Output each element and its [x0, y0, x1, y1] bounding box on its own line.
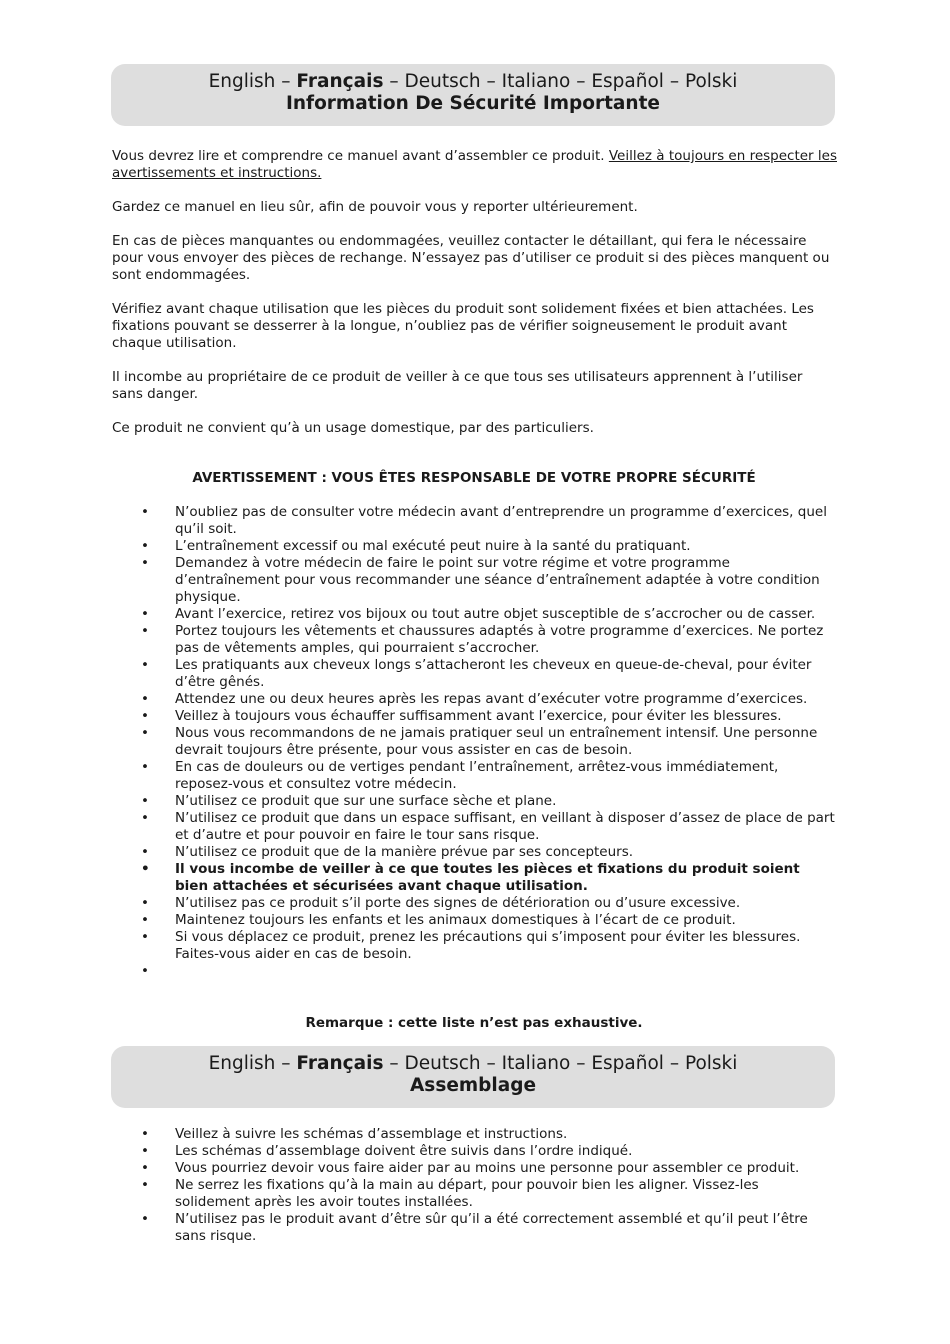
language-english: English: [208, 1053, 276, 1074]
assembly-item: • N’utilisez pas le produit avant d’être sûr qu’il a été correctement assemblé et qu’il peut l’être sans risque.: [112, 1211, 837, 1245]
language-others: – Deutsch – Italiano – Español – Polski: [383, 71, 738, 92]
assembly-list: [112, 1126, 837, 1245]
warning-item: • Demandez à votre médecin de faire le point sur votre régime et votre programme d’entraînement pour vous recommander une séance d’entraînement adaptée à votre condition physique.: [112, 555, 837, 606]
warning-item: • Veillez à toujours vous échauffer suffisamment avant l’exercice, pour éviter les blessures.: [112, 708, 837, 725]
warning-item: • Les pratiquants aux cheveux longs s’attacheront les cheveux en queue-de-cheval, pour éviter d’être gênés.: [112, 657, 837, 691]
warning-item: • N’utilisez ce produit que de la manière prévue par ses concepteurs.: [112, 844, 837, 861]
section-title-assembly: Assemblage: [409, 1075, 537, 1096]
warning-item: • Avant l’exercice, retirez vos bijoux ou tout autre objet susceptible de s’accrocher ou de casser.: [112, 606, 837, 623]
warning-item-bold: • Il vous incombe de veiller à ce que toutes les pièces et fixations du produit soient bien attachées et sécurisées avant chaque utilisation.: [112, 861, 837, 895]
section-title-safety: Information De Sécurité Importante: [286, 93, 660, 114]
warning-item: • Attendez une ou deux heures après les repas avant d’exécuter votre programme d’exercices.: [112, 691, 837, 708]
warning-item: • N’utilisez ce produit que sur une surface sèche et plane.: [112, 793, 837, 810]
warning-item: • N’utilisez pas ce produit s’il porte des signes de détérioration ou d’usure excessive.: [112, 895, 837, 912]
intro-paragraph-4: Vérifiez avant chaque utilisation que les pièces du produit sont solidement fixées et bien attachées. Les fixations pouvant se desserrer à la longue, n’oubliez pas de vérifier soigneusement le produit avant chaque utilisation.: [112, 301, 814, 351]
language-french-active: Français: [296, 1053, 384, 1074]
language-french-active: Français: [296, 71, 384, 92]
warning-list: [112, 504, 837, 980]
language-separator: –: [275, 71, 297, 92]
safety-header-banner: [111, 64, 835, 126]
warning-item: • N’oubliez pas de consulter votre médecin avant d’entreprendre un programme d’exercices, quel qu’il soit.: [112, 504, 837, 538]
language-english: English: [208, 71, 276, 92]
intro-p1-underlined: Veillez à toujours en respecter les avertissements et instructions.: [112, 148, 837, 181]
assembly-item: • Vous pourriez devoir vous faire aider par au moins une personne pour assembler ce produit.: [112, 1160, 837, 1177]
intro-p1-text: Vous devrez lire et comprendre ce manuel avant d’assembler ce produit.: [112, 148, 609, 164]
intro-paragraph-3: En cas de pièces manquantes ou endommagées, veuillez contacter le détaillant, qui fera le nécessaire pour vous envoyer des pièces de rechange. N’essayez pas d’utiliser ce produit si des pièces manquent ou sont endommagées.: [112, 233, 830, 283]
warning-item: • L’entraînement excessif ou mal exécuté peut nuire à la santé du pratiquant.: [112, 538, 837, 555]
assembly-header-banner: [111, 1046, 835, 1108]
language-others: – Deutsch – Italiano – Español – Polski: [383, 1053, 738, 1074]
assembly-item: • Les schémas d’assemblage doivent être suivis dans l’ordre indiqué.: [112, 1143, 837, 1160]
warning-item: • Si vous déplacez ce produit, prenez les précautions qui s’imposent pour éviter les blessures. Faites-vous aider en cas de besoin.: [112, 929, 837, 963]
assembly-item: • Veillez à suivre les schémas d’assemblage et instructions.: [112, 1126, 837, 1143]
warning-heading: AVERTISSEMENT : VOUS ÊTES RESPONSABLE DE VOTRE PROPRE SÉCURITÉ: [192, 470, 756, 486]
remark-note: Remarque : cette liste n’est pas exhaustive.: [305, 1015, 643, 1031]
language-separator: –: [275, 1053, 297, 1074]
language-bar: [111, 71, 835, 93]
warning-item: • Nous vous recommandons de ne jamais pratiquer seul un entraînement intensif. Une personne devrait toujours être présente, pour vous assister en cas de besoin.: [112, 725, 837, 759]
warning-item-empty: [112, 963, 837, 980]
warning-item: • Maintenez toujours les enfants et les animaux domestiques à l’écart de ce produit.: [112, 912, 837, 929]
intro-section: [112, 148, 837, 454]
warning-item: • En cas de douleurs ou de vertiges pendant l’entraînement, arrêtez-vous immédiatement, reposez-vous et consultez votre médecin.: [112, 759, 837, 793]
language-bar: [111, 1053, 835, 1075]
intro-paragraph-1: [112, 148, 837, 182]
assembly-item: • Ne serrez les fixations qu’à la main au départ, pour pouvoir bien les aligner. Vissez-les solidement après les avoir toutes installées.: [112, 1177, 837, 1211]
intro-paragraph-2: Gardez ce manuel en lieu sûr, afin de pouvoir vous y reporter ultérieurement.: [112, 199, 638, 215]
intro-paragraph-5: Il incombe au propriétaire de ce produit de veiller à ce que tous ses utilisateurs apprennent à l’utiliser sans danger.: [112, 369, 803, 402]
warning-item: • N’utilisez ce produit que dans un espace suffisant, en veillant à disposer d’assez de place de part et d’autre et pour pouvoir en faire le tour sans risque.: [112, 810, 837, 844]
intro-paragraph-6: Ce produit ne convient qu’à un usage domestique, par des particuliers.: [112, 420, 594, 436]
warning-item: • Portez toujours les vêtements et chaussures adaptés à votre programme d’exercices. Ne portez pas de vêtements amples, qui pourraient s’accrocher.: [112, 623, 837, 657]
